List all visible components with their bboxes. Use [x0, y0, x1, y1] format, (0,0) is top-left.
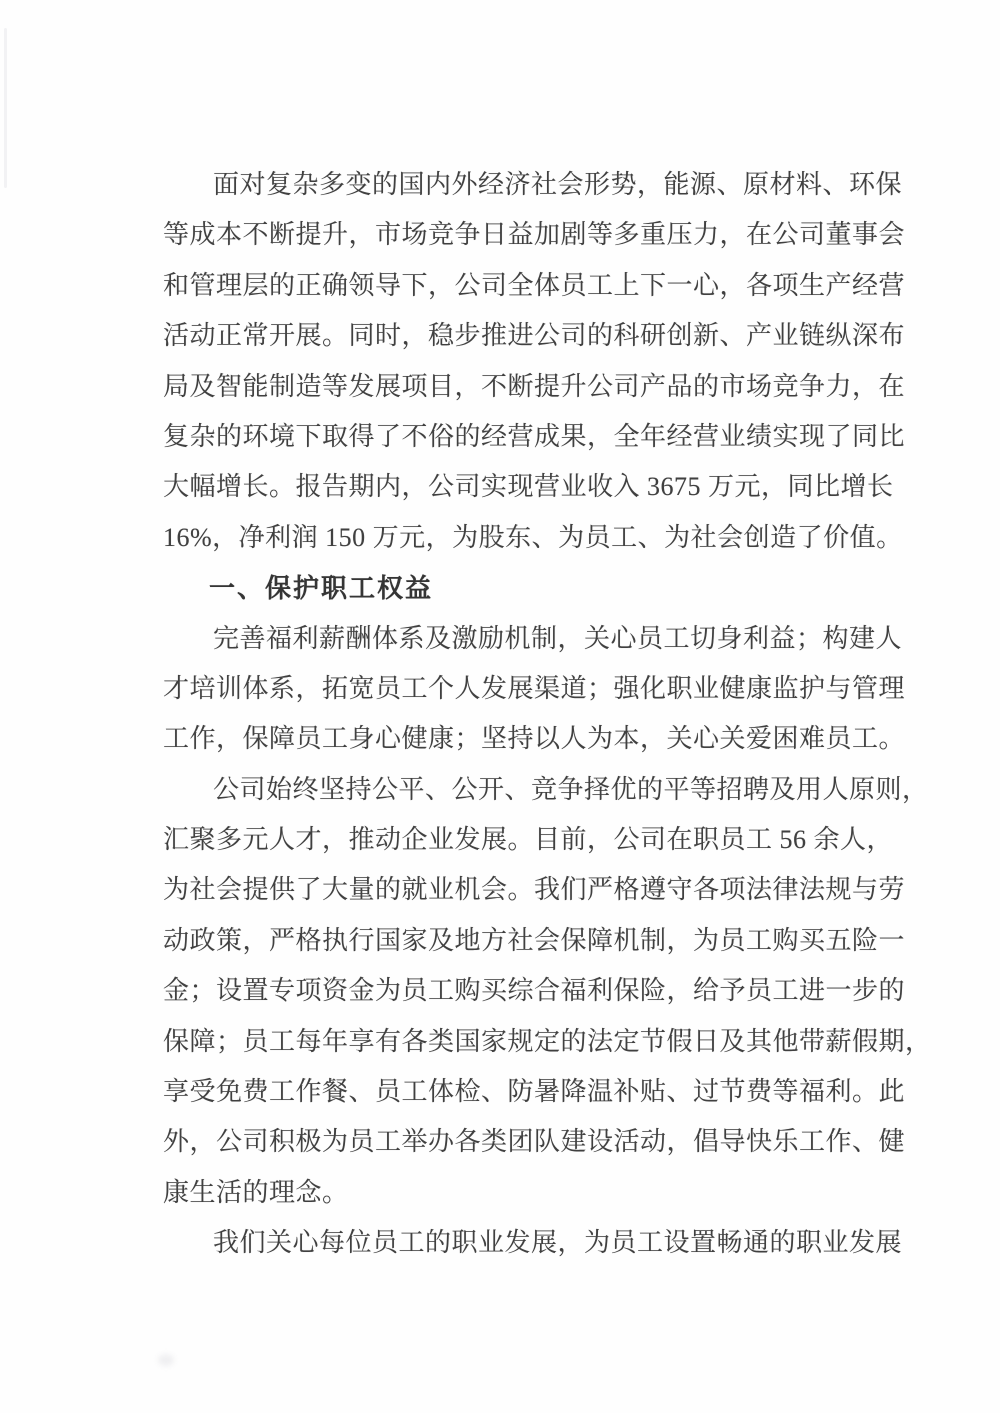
scan-edge-artifact — [4, 28, 7, 188]
paragraph-line: 和管理层的正确领导下，公司全体员工上下一心，各项生产经营 — [163, 270, 906, 300]
paragraph-line: 外，公司积极为员工举办各类团队建设活动，倡导快乐工作、健 — [163, 1127, 906, 1157]
paragraph-line: 享受免费工作餐、员工体检、防暑降温补贴、过节费等福利。此 — [163, 1077, 906, 1107]
paragraph-line: 活动正常开展。同时，稳步推进公司的科研创新、产业链纵深布 — [163, 321, 906, 351]
paragraph-line: 我们关心每位员工的职业发展，为员工设置畅通的职业发展 — [213, 1228, 903, 1258]
paragraph-line: 大幅增长。报告期内，公司实现营业收入 3675 万元，同比增长 — [163, 472, 894, 502]
paragraph-line: 公司始终坚持公平、公开、竞争择优的平等招聘及用人原则， — [213, 774, 929, 804]
document-text-block — [163, 160, 932, 1269]
paragraph-line: 康生活的理念。 — [163, 1177, 349, 1207]
paragraph-line: 金；设置专项资金为员工购买综合福利保险，给予员工进一步的 — [163, 976, 906, 1006]
paragraph-line: 动政策，严格执行国家及地方社会保障机制，为员工购买五险一 — [163, 925, 906, 955]
paragraph-line: 才培训体系，拓宽员工个人发展渠道；强化职业健康监护与管理 — [163, 673, 906, 703]
paragraph-line: 完善福利薪酬体系及激励机制，关心员工切身利益；构建人 — [213, 623, 903, 653]
scan-smudge-artifact — [158, 1354, 174, 1366]
paragraph-line: 16%，净利润 150 万元，为股东、为员工、为社会创造了价值。 — [163, 522, 903, 552]
paragraph-line: 保障；员工每年享有各类国家规定的法定节假日及其他带薪假期， — [163, 1026, 932, 1056]
paragraph-line: 汇聚多元人才，推动企业发展。目前，公司在职员工 56 余人， — [163, 825, 894, 855]
paragraph-line: 面对复杂多变的国内外经济社会形势，能源、原材料、环保 — [213, 170, 903, 199]
paragraph-line: 复杂的环境下取得了不俗的经营成果，全年经营业绩实现了同比 — [163, 421, 906, 451]
paragraph-line: 工作，保障员工身心健康；坚持以人为本，关心关爱困难员工。 — [163, 724, 906, 754]
section-heading: 一、保护职工权益 — [209, 573, 434, 604]
paragraph-line: 等成本不断提升，市场竞争日益加剧等多重压力，在公司董事会 — [163, 220, 906, 250]
paragraph-line: 为社会提供了大量的就业机会。我们严格遵守各项法律法规与劳 — [163, 875, 906, 905]
paragraph-line: 局及智能制造等发展项目，不断提升公司产品的市场竞争力，在 — [163, 371, 906, 401]
